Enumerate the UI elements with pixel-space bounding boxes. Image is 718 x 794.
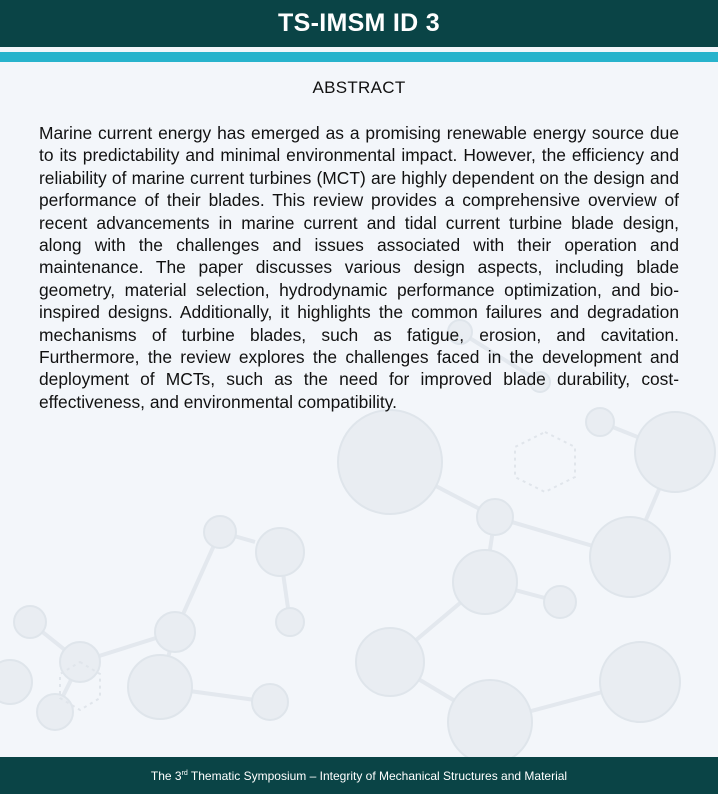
footer-prefix: The 3 [150,768,182,783]
accent-strip [0,52,718,62]
footer-text [151,769,567,783]
footer-bar [0,757,718,794]
header-title: TS-IMSM ID 3 [278,9,440,37]
abstract-heading: ABSTRACT [312,78,406,97]
footer-superscript: rd [181,769,188,777]
header-bar [0,0,718,47]
abstract-body: Marine current energy has emerged as a promising renewable energy source due to its predictability and minimal environmental impact. However, the efficiency and reliability of marine current turbines (MCT) are highly dependent on the design and performance of their blades. This review provides a comprehensive overview of recent advancements in marine current and tidal current turbine blade design, along with the challenges and issues associated with their operation and maintenance. The paper discusses various design aspects, including blade geometry, material selection, hydrodynamic performance optimization, and bio-inspired designs. Additionally, it highlights the common failures and degradation mechanisms of turbine blades, such as fatigue, erosion, and cavitation. Furthermore, the review explores the challenges faced in the development and deployment of MCTs, such as the need for improved blade durability, cost-effectiveness, and environmental compatibility. [39,123,679,412]
footer-suffix: Thematic Symposium – Integrity of Mechanical Structures and Material [187,768,568,783]
